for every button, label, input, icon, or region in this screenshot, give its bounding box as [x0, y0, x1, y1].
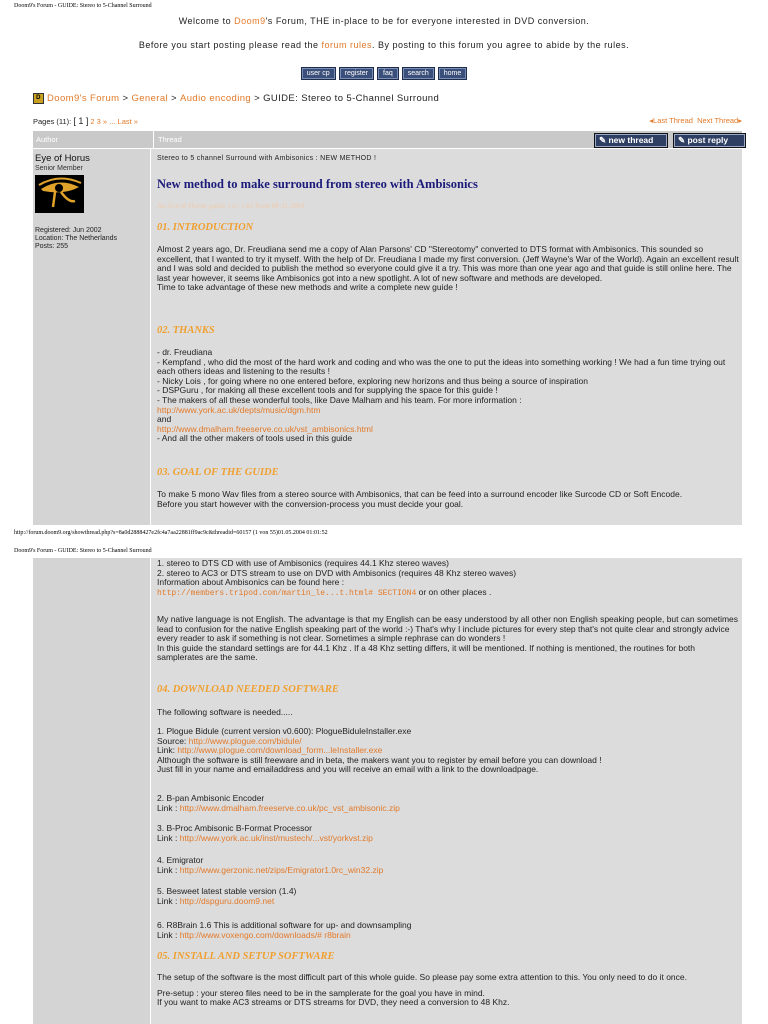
thread-column-header: Thread	[158, 135, 182, 144]
author-panel	[33, 558, 150, 1024]
software-item	[157, 887, 739, 906]
print-header: Doom9's Forum - GUIDE: Stereo to 5-Channel Surround	[14, 3, 152, 9]
doom9-logo-icon: D	[33, 93, 44, 104]
link-label: Link :	[157, 832, 180, 843]
software-item	[157, 727, 739, 775]
thread-nav	[649, 116, 742, 125]
post-reply-icon: ✎	[678, 135, 688, 145]
rules-pre: Before you start posting please read the	[138, 40, 322, 50]
link-label: Link :	[157, 929, 180, 940]
software-name: 5. Besweet latest stable version (1.4)	[157, 886, 297, 896]
pagination	[33, 116, 138, 126]
registered-date: Registered: Jun 2002	[35, 227, 102, 234]
thanks-line: - And all the other makers of tools used in this guide	[157, 433, 353, 444]
link-label: Link :	[157, 864, 180, 875]
software-note: Although the software is still freeware and in beta, the makers want you to register by email before you can download !	[157, 754, 602, 765]
section-heading: 04. DOWNLOAD NEEDED SOFTWARE	[157, 684, 339, 695]
software-name: 1. Plogue Bidule (current version v0.600): PlogueBiduleInstaller.exe	[157, 726, 412, 736]
software-name: 3. B-Proc Ambisonic B-Format Processor	[157, 823, 312, 833]
plogue-download-link[interactable]: http://www.plogue.com/download_form...leInstaller.exe	[177, 745, 383, 756]
print-footer: http://forum.doom9.org/showthread.php?s=8a0d2888427e2fc4a7aa22881ff9ac9c&threadid=60157 (1 von 55)01.05.2004 01:01:52	[14, 530, 328, 536]
r8brain-link[interactable]: http://www.voxengo.com/downloads/# r8brain	[179, 929, 351, 940]
intro-text	[157, 245, 739, 293]
welcome-pre: Welcome to	[178, 16, 235, 26]
source-label: Source:	[157, 735, 189, 746]
goal-item: 1. stereo to DTS CD with use of Ambisonics (requires 44.1 Khz stereo waves)	[157, 558, 449, 568]
goal-list	[157, 559, 739, 598]
new-thread-icon: ✎	[599, 135, 609, 145]
eye-of-horus-icon	[35, 175, 84, 213]
breadcrumb-current: GUIDE: Stereo to 5-Channel Surround	[263, 93, 440, 104]
section-heading: 03. GOAL OF THE GUIDE	[157, 467, 279, 478]
top-nav	[0, 67, 768, 80]
welcome-text	[0, 16, 768, 26]
welcome-post: 's Forum, THE in-place to be for everyone interested in DVD conversion.	[265, 16, 590, 26]
goal-paragraph: To make 5 mono Wav files from a stereo source with Ambisonics, that can be feed into a surround encoder like Surcode CD or Soft Encode.	[157, 489, 683, 499]
software-item	[157, 921, 739, 940]
plogue-source-link[interactable]: http://www.plogue.com/bidule/	[188, 735, 302, 746]
pages-last[interactable]: ... Last »	[109, 117, 138, 126]
author-info	[35, 227, 117, 251]
section-heading: 01. INTRODUCTION	[157, 222, 254, 233]
note-paragraph: In this guide the standard settings are for 44.1 Khz . If a 48 Khz setting differs, it will be mentioned. If nothing is mentioned, the routines for both samplerates are the same.	[157, 642, 696, 663]
forum-rules-link[interactable]: forum rules	[321, 40, 372, 50]
thanks-line: - dr. Freudiana	[157, 347, 213, 357]
goal-item: 2. stereo to AC3 or DTS stream to use on DVD with Ambisonics (requires 48 Khz stereo waves)	[157, 567, 517, 578]
intro-paragraph: Almost 2 years ago, Dr. Freudiana send me a copy of Alan Parsons' CD "Stereotomy" converted to DTS format with Ambisonics. This sounded so excellent, that I wanted to try it myself. With the help of Dr. Freudiana I made my first conversion. (Jeff Wayne's War of the World). Again an excellent result and I was sold and decided to publish the method so everyone could give it a try. This was more than one year ago and that guide is still online here. The last year however, it seems like Ambisonics got into a new spotlight. A lot of new software and methods are developed.	[157, 244, 739, 283]
bproc-link[interactable]: http://www.york.ac.uk/inst/mustech/...vst/yorkvst.zip	[179, 832, 373, 843]
install-paragraph: Pre-setup : your stereo files need to be in the samplerate for the goal you have in mind.	[157, 987, 485, 998]
besweet-link[interactable]: http://dspguru.doom9.net	[179, 895, 275, 906]
new-thread-button[interactable]	[594, 133, 668, 148]
new-thread-label: new thread	[608, 135, 654, 145]
post-reply-button[interactable]	[673, 133, 746, 148]
pages-current: [ 1 ]	[73, 116, 89, 126]
next-arrow-icon: ▸	[738, 116, 742, 125]
post-headline: New method to make surround from stereo with Ambisonics	[157, 177, 478, 191]
software-item	[157, 856, 739, 875]
goal-paragraph: Before you start however with the conversion-process you must decide your goal.	[157, 498, 464, 509]
pages-label: Pages (11):	[33, 117, 72, 126]
author-column-header: Author	[33, 131, 154, 148]
goal-text	[157, 490, 739, 509]
goal-item: Information about Ambisonics can be found here :	[157, 577, 345, 588]
rules-text	[0, 40, 768, 50]
author-rank: Senior Member	[35, 165, 83, 172]
breadcrumb-sep: >	[122, 93, 129, 104]
post-subline: An Eye of Horus guide, rev. 1.01 from 08-31-2003	[157, 202, 305, 210]
download-intro: The following software is needed.....	[157, 707, 293, 717]
next-thread-link[interactable]: Next Thread	[697, 116, 739, 125]
install-paragraph: The setup of the software is the most difficult part of this whole guide. So please pay some extra attention to this. You only need to do it once.	[157, 972, 687, 982]
link-label: Link :	[157, 802, 180, 813]
register-button[interactable]: register	[339, 67, 374, 80]
link-label: Link:	[157, 745, 178, 756]
location: Location: The Netherlands	[35, 235, 117, 242]
post-count: Posts: 255	[35, 243, 69, 250]
section-heading: 05. INSTALL AND SETUP SOFTWARE	[157, 951, 335, 962]
thanks-text	[157, 348, 739, 444]
welcome-link-doom9[interactable]: Doom9	[234, 16, 266, 26]
section-heading: 02. THANKS	[157, 325, 215, 336]
print-header: Doom9's Forum - GUIDE: Stereo to 5-Channel Surround	[14, 548, 152, 554]
intro-paragraph: Time to take advantage of these new methods and write a complete new guide !	[157, 282, 458, 293]
search-button[interactable]: search	[402, 67, 435, 80]
last-thread-link[interactable]: Last Thread	[653, 116, 693, 125]
software-name: 6. R8Brain 1.6 This is additional software for up- and downsampling	[157, 920, 412, 930]
breadcrumb-audio[interactable]: Audio encoding	[180, 93, 252, 104]
software-name: 2. B-pan Ambisonic Encoder	[157, 793, 265, 803]
post-title: Stereo to 5 channel Surround with Ambisonics : NEW METHOD !	[157, 155, 377, 162]
breadcrumb-sep: >	[254, 93, 261, 104]
software-item	[157, 824, 739, 843]
software-note: Just fill in your name and emailaddress and you will receive an email with a link to the downloadpage.	[157, 764, 539, 775]
thanks-line: - Kempfand , who did the most of the hard work and coding and who was the one to put the ideas into something working ! We had a fun time trying out each others ideas and listening to the results !	[157, 356, 726, 377]
emigrator-link[interactable]: http://www.gerzonic.net/zips/Emigrator1.0rc_win32.zip	[179, 864, 384, 875]
york-link[interactable]: http://www.york.ac.uk/depts/music/dgm.htm	[157, 404, 321, 415]
software-name: 4. Emigrator	[157, 855, 204, 865]
author-name[interactable]: Eye of Horus	[35, 153, 90, 164]
note-paragraph: My native language is not English. The advantage is that my English can be easy understood by all other non English speaking people, but can sometimes lead to confusion for the native English speaking part of the world :-) That's why I include pictures for every step that's not quite clear and strongly advice every reader to ask if something is not clear. Sometimes a simple rephrase can do wonders !	[157, 614, 739, 644]
post-reply-label: post reply	[687, 135, 729, 145]
faq-button[interactable]: faq	[377, 67, 399, 80]
dmalham-link[interactable]: http://www.dmalham.freeserve.co.uk/vst_ambisonics.html	[157, 423, 373, 434]
link-label: Link :	[157, 895, 180, 906]
avatar	[35, 175, 84, 213]
usercp-button[interactable]: user cp	[301, 67, 336, 80]
software-item	[157, 794, 739, 813]
goal-item: or on other places .	[416, 586, 492, 597]
install-text	[157, 973, 739, 1008]
breadcrumb-forum[interactable]: Doom9's Forum	[47, 93, 120, 104]
install-paragraph: If you want to make AC3 streams or DTS streams for DVD, they need a conversion to 48 Khz.	[157, 997, 510, 1008]
ambisonics-info-link[interactable]: http://members.tripod.com/martin_le...t.html# SECTION4	[157, 588, 417, 598]
thanks-line: - The makers of all these wonderful tools, like Dave Malham and his team. For more information :	[157, 394, 522, 405]
prev-arrow-icon: ◂	[649, 116, 654, 125]
rules-post: . By posting to this forum you agree to abide by the rules.	[371, 40, 630, 50]
pages-links[interactable]: 2 3 »	[90, 117, 108, 126]
language-note	[157, 615, 739, 663]
bpan-link[interactable]: http://www.dmalham.freeserve.co.uk/pc_vst_ambisonic.zip	[179, 802, 400, 813]
breadcrumb	[33, 93, 439, 104]
breadcrumb-sep: >	[171, 93, 177, 104]
thanks-line: - DSPGuru , for making all these excellent tools and for supplying the space for this guide !	[157, 385, 498, 396]
thanks-line: and	[157, 414, 172, 425]
breadcrumb-general[interactable]: General	[131, 93, 169, 104]
home-button[interactable]: home	[438, 67, 468, 80]
thanks-line: - Nicky Lois , for going where no one entered before, exploring new horizons and thus being a source of inspiration	[157, 375, 588, 386]
